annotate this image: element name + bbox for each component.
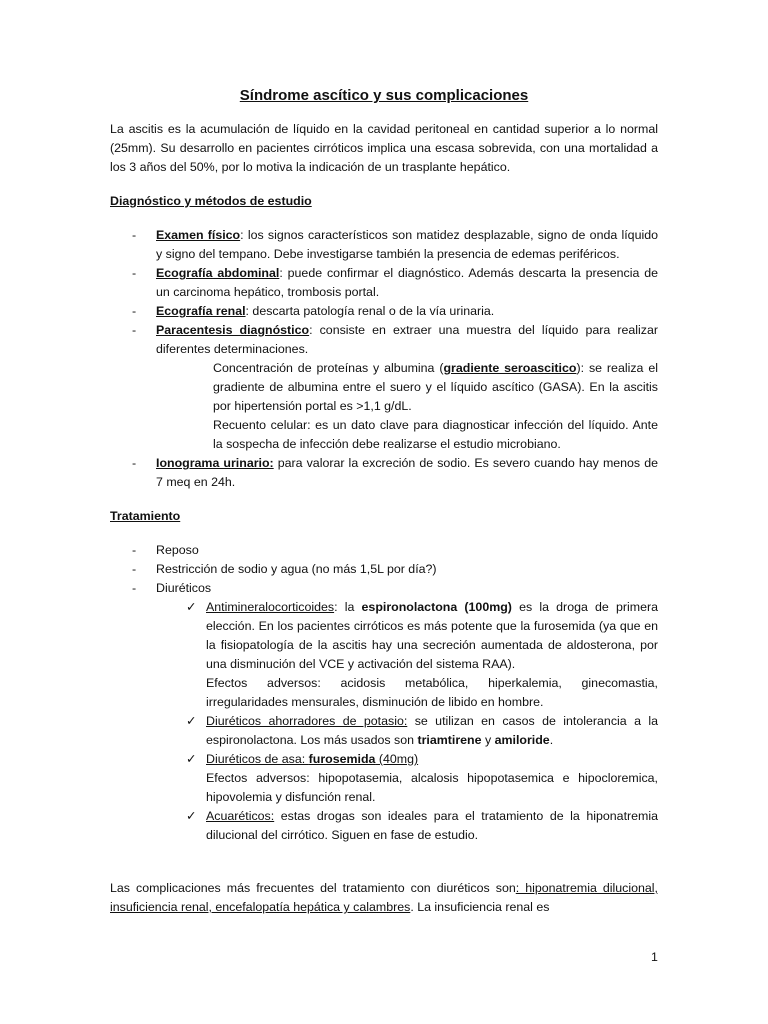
item-sep: : <box>309 323 313 337</box>
list-item <box>110 264 658 302</box>
detail-text: Concentración de proteínas y albumina ( <box>213 361 444 375</box>
check-icon: ✓ <box>186 714 197 728</box>
checklist-item-aquaretics <box>110 807 658 845</box>
adverse-effects: Efectos adversos: acidosis metabólica, hiperkalemia, ginecomastia, irregularidades mensurales, disminución de libido en hombre. <box>206 676 658 709</box>
dash-bullet: - <box>132 562 137 576</box>
detail-text: ): se realiza el gradiente de albumina entre el suero y el líquido ascítico (GASA). En la ascitis por hipertensión portal es >1,1 g/dL. <box>213 361 658 413</box>
paragraph-underlined: : hiponatremia dilucional, insuficiencia renal, encefalopatía hepática y calambres <box>110 881 658 914</box>
item-text: puede confirmar el diagnóstico. Además descarta la presencia de un carcinoma hepático, trombosis portal. <box>156 266 658 299</box>
document-title: Síndrome ascítico y sus complicaciones <box>239 87 529 104</box>
dash-bullet: - <box>132 581 137 595</box>
item-text: para valorar la excreción de sodio. Es severo cuando hay menos de 7 meq en 24h. <box>156 456 658 489</box>
item-bold: espironolactona (100mg) <box>361 600 512 614</box>
item-sep: : <box>240 228 244 242</box>
item-text: Reposo <box>156 543 199 557</box>
diagnosis-list <box>110 226 658 492</box>
list-item <box>110 226 658 264</box>
item-text: es la droga de primera elección. En los pacientes cirróticos es más potente que la furosemida (ya que en la fisiopatología de la ascitis hay una secreción aumentada de aldosterona, por una disminución del VCE y activación del sistema RAA). <box>206 600 658 671</box>
item-text: y <box>481 733 495 747</box>
list-item <box>110 302 658 321</box>
item-label: Diuréticos ahorradores de potasio: <box>206 714 408 728</box>
dash-bullet: - <box>132 543 137 557</box>
item-text: Diuréticos <box>156 581 212 595</box>
paracentesis-detail: Recuento celular: es un dato clave para diagnosticar infección del líquido. Ante la sospecha de infección debe realizarse el estudio microbiano. <box>213 418 658 451</box>
item-bold: amiloride <box>494 733 550 747</box>
dash-bullet: - <box>132 323 137 337</box>
adverse-effects: Efectos adversos: hipopotasemia, alcalosis hipopotasemica e hipocloremica, hipovolemia y disfunción renal. <box>206 771 658 804</box>
item-label: Diuréticos de asa: <box>206 752 309 766</box>
list-item <box>110 321 658 359</box>
item-text: Restricción de sodio y agua (no más 1,5L por día?) <box>156 562 437 576</box>
item-bold: triamtirene <box>417 733 482 747</box>
item-label: Examen físico <box>156 228 241 242</box>
paragraph-text: . La insuficiencia renal es <box>410 900 550 914</box>
diagnosis-heading: Diagnóstico y métodos de estudio <box>110 194 312 208</box>
complications-paragraph <box>110 879 658 917</box>
list-item <box>110 541 658 560</box>
check-icon: ✓ <box>186 752 197 766</box>
detail-bold: gradiente seroascitico <box>443 361 577 375</box>
checklist-item-potassium-sparing <box>110 712 658 750</box>
item-sep: : <box>279 266 283 280</box>
item-bold: furosemida <box>308 752 376 766</box>
item-text: descarta patología renal o de la vía urinaria. <box>248 304 495 318</box>
checklist-item-antimineralocorticoides <box>110 598 658 674</box>
intro-paragraph: La ascitis es la acumulación de líquido en la cavidad peritoneal en cantidad superior a lo normal (25mm). Su desarrollo en pacientes cirróticos implica una escasa sobrevida, con una mortalidad a los 3 años del 50%, por lo motiva la indicación de un trasplante hepático. <box>110 122 658 174</box>
page-number: 1 <box>651 950 658 964</box>
item-text: consiste en extraer una muestra del líquido para realizar diferentes determinaciones. <box>156 323 658 356</box>
item-label: Ecografía renal <box>156 304 246 318</box>
item-text: estas drogas son ideales para el tratamiento de la hiponatremia dilucional del cirrótico. Siguen en fase de estudio. <box>206 809 658 842</box>
list-item <box>110 560 658 579</box>
treatment-heading: Tratamiento <box>110 509 181 523</box>
item-label: Ecografía abdominal <box>156 266 280 280</box>
item-text: se utilizan en casos de intolerancia a la espironolactona. Los más usados son <box>206 714 658 747</box>
dash-bullet: - <box>132 456 137 470</box>
dash-bullet: - <box>132 304 137 318</box>
item-sep: : <box>245 304 249 318</box>
list-item <box>110 454 658 492</box>
item-label: Antimineralocorticoides <box>206 600 335 614</box>
item-text: (40mg) <box>375 752 419 766</box>
item-text: . <box>549 733 554 747</box>
dash-bullet: - <box>132 266 137 280</box>
check-icon: ✓ <box>186 809 197 823</box>
item-label: Paracentesis diagnóstico <box>156 323 310 337</box>
document-content <box>110 86 658 917</box>
treatment-list <box>110 541 658 845</box>
item-text: : la <box>334 600 362 614</box>
item-text: los signos característicos son matidez desplazable, signo de onda líquido y signo del tempano. Debe investigarse también la presencia de edemas periféricos. <box>156 228 658 261</box>
check-icon: ✓ <box>186 600 197 614</box>
list-item <box>110 579 658 598</box>
paragraph-text: Las complicaciones más frecuentes del tratamiento con diuréticos son <box>110 881 516 895</box>
checklist-item-loop-diuretics <box>110 750 658 769</box>
item-label: Acuaréticos: <box>206 809 275 823</box>
dash-bullet: - <box>132 228 137 242</box>
item-label: Ionograma urinario: <box>156 456 274 470</box>
paracentesis-detail <box>110 359 658 416</box>
